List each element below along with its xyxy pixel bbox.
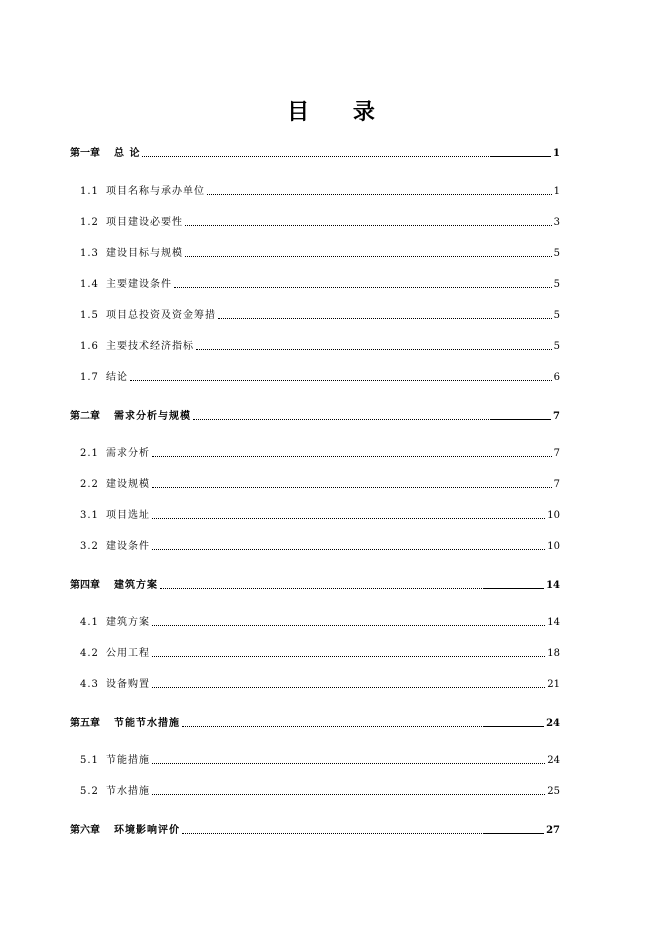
toc-page-number: 1 — [553, 186, 560, 197]
toc-entry-number: 3.2 — [80, 541, 99, 552]
toc-page-number: 10 — [547, 541, 560, 552]
toc-entry-number: 3.1 — [80, 510, 99, 521]
toc-dot-leader — [152, 624, 545, 626]
toc-section-entry[interactable] — [80, 784, 560, 798]
toc-dot-leader — [152, 517, 545, 519]
toc-section-entry[interactable] — [80, 508, 560, 522]
toc-page-number: 27 — [546, 825, 560, 836]
toc-entry-label: 需求分析 — [106, 448, 150, 459]
toc-section-entry[interactable] — [80, 646, 560, 660]
toc-section-entry[interactable] — [80, 753, 560, 767]
toc-entry-number: 1.4 — [80, 279, 99, 290]
toc-entry-label: 节能节水措施 — [114, 718, 180, 729]
toc-entry-label: 建筑方案 — [114, 580, 158, 591]
toc-entry-label: 总 论 — [114, 148, 141, 159]
toc-entry-label: 项目选址 — [106, 510, 150, 521]
toc-entry-label: 项目建设必要性 — [106, 217, 183, 228]
toc-dot-leader — [196, 348, 552, 350]
toc-section-entry[interactable] — [80, 308, 560, 322]
toc-dot-leader — [142, 155, 551, 157]
toc-chapter-entry[interactable] — [70, 578, 560, 592]
page-title: 目 录 — [287, 99, 393, 125]
toc-entry-label: 项目名称与承办单位 — [106, 186, 205, 197]
toc-dot-leader — [152, 655, 545, 657]
toc-dot-leader — [182, 832, 544, 834]
toc-dot-leader — [174, 286, 552, 288]
toc-page-number: 7 — [553, 448, 560, 459]
toc-entry-label: 主要技术经济指标 — [106, 341, 194, 352]
toc-dot-leader — [152, 486, 552, 488]
toc-dot-leader — [193, 418, 551, 420]
toc-entry-number: 4.3 — [80, 679, 99, 690]
toc-dot-leader — [160, 587, 544, 589]
toc-entry-number: 4.2 — [80, 648, 99, 659]
toc-page-number: 24 — [546, 718, 560, 729]
toc-entry-label: 结论 — [106, 372, 128, 383]
toc-page-number: 25 — [547, 786, 560, 797]
toc-entry-label: 需求分析与规模 — [114, 411, 191, 422]
toc-page-number: 7 — [553, 411, 560, 422]
toc-page-number: 14 — [546, 580, 560, 591]
toc-section-entry[interactable] — [80, 277, 560, 291]
toc-dot-leader — [185, 224, 552, 226]
toc-entry-label: 建设目标与规模 — [106, 248, 183, 259]
toc-entry-label: 节能措施 — [106, 755, 150, 766]
toc-page-number: 5 — [553, 341, 560, 352]
toc-dot-leader — [182, 725, 544, 727]
toc-entry-number: 1.5 — [80, 310, 99, 321]
toc-dot-leader — [152, 793, 545, 795]
toc-entry-number: 第二章 — [70, 411, 100, 422]
toc-dot-leader — [130, 379, 552, 381]
toc-dot-leader — [152, 455, 552, 457]
toc-entry-label: 项目总投资及资金筹措 — [106, 310, 216, 321]
toc-page-number: 5 — [553, 310, 560, 321]
toc-page-number: 7 — [553, 479, 560, 490]
toc-dot-leader — [152, 762, 545, 764]
toc-entry-number: 1.2 — [80, 217, 99, 228]
toc-entry-number: 1.7 — [80, 372, 99, 383]
toc-page-number: 18 — [547, 648, 560, 659]
toc-chapter-entry[interactable] — [70, 409, 560, 423]
toc-entry-number: 第五章 — [70, 718, 100, 729]
toc-dot-leader — [152, 686, 545, 688]
toc-dot-leader — [218, 317, 552, 319]
toc-entry-number: 5.2 — [80, 786, 99, 797]
toc-section-entry[interactable] — [80, 184, 560, 198]
toc-dot-leader — [185, 255, 552, 257]
toc-entry-number: 第一章 — [70, 148, 100, 159]
toc-section-entry[interactable] — [80, 615, 560, 629]
toc-entry-number: 1.3 — [80, 248, 99, 259]
toc-page-number: 3 — [553, 217, 560, 228]
toc-entry-number: 4.1 — [80, 617, 99, 628]
toc-section-entry[interactable] — [80, 215, 560, 229]
toc-section-entry[interactable] — [80, 246, 560, 260]
toc-chapter-entry[interactable] — [70, 146, 560, 160]
toc-section-entry[interactable] — [80, 339, 560, 353]
toc-dot-leader — [207, 193, 552, 195]
toc-entry-label: 设备购置 — [106, 679, 150, 690]
toc-section-entry[interactable] — [80, 446, 560, 460]
toc-page-number: 21 — [547, 679, 560, 690]
toc-page-number: 5 — [553, 279, 560, 290]
toc-chapter-entry[interactable] — [70, 823, 560, 837]
toc-entry-number: 1.6 — [80, 341, 99, 352]
toc-entry-number: 1.1 — [80, 186, 99, 197]
toc-page-number: 14 — [547, 617, 560, 628]
toc-entry-label: 建设规模 — [106, 479, 150, 490]
toc-chapter-entry[interactable] — [70, 716, 560, 730]
toc-section-entry[interactable] — [80, 370, 560, 384]
toc-page-number: 6 — [553, 372, 560, 383]
toc-entry-number: 2.1 — [80, 448, 99, 459]
toc-page-number: 1 — [553, 148, 560, 159]
toc-section-entry[interactable] — [80, 677, 560, 691]
toc-entry-number: 5.1 — [80, 755, 99, 766]
toc-entry-number: 第四章 — [70, 580, 100, 591]
toc-dot-leader — [152, 548, 545, 550]
toc-entry-label: 公用工程 — [106, 648, 150, 659]
toc-entry-label: 环境影响评价 — [114, 825, 180, 836]
toc-section-entry[interactable] — [80, 477, 560, 491]
toc-entry-label: 建设条件 — [106, 541, 150, 552]
toc-entry-label: 建筑方案 — [106, 617, 150, 628]
toc-entry-label: 主要建设条件 — [106, 279, 172, 290]
toc-entry-label: 节水措施 — [106, 786, 150, 797]
toc-entry-number: 2.2 — [80, 479, 99, 490]
toc-entry-number: 第六章 — [70, 825, 100, 836]
toc-page-number: 10 — [547, 510, 560, 521]
toc-section-entry[interactable] — [80, 539, 560, 553]
toc-page-number: 5 — [553, 248, 560, 259]
toc-page-number: 24 — [547, 755, 560, 766]
